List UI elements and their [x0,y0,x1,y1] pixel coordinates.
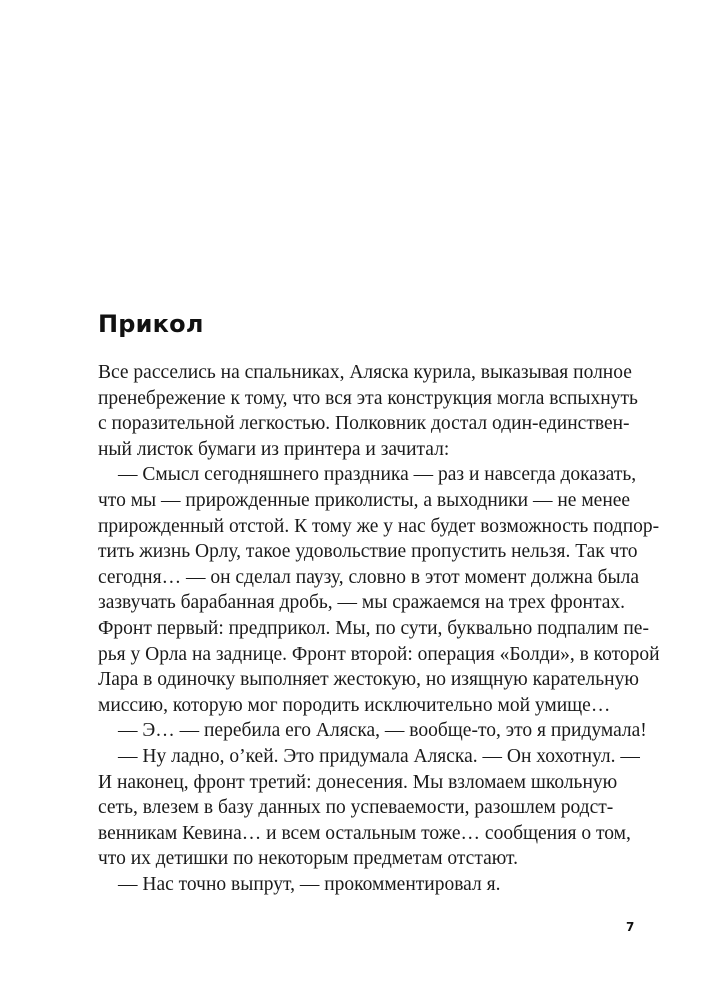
text-line: Лара в одиночку выполняет жестокую, но изящную карательную [98,669,639,691]
body-text [98,360,660,897]
text-line: венникам Кевина… и всем остальным тоже… сообщения о том, [98,822,631,844]
text-line: — Э… — перебила его Аляска, — вообще-то, это я придумала! [118,720,647,742]
text-line: сегодня… — он сделал паузу, словно в этот момент должна была [98,566,640,588]
text-line: Все расселись на спальниках, Аляска курила, выказывая полное [98,362,632,383]
text-line: И наконец, фронт третий: донесения. Мы взломаем школьную [98,771,618,793]
text-line: рья у Орла на заднице. Фронт второй: операция «Болди», в которой [98,643,660,665]
text-line: — Ну ладно, о’кей. Это придумала Аляска. — Он хохотнул. — [118,745,640,767]
text-line: ный листок бумаги из принтера и зачитал: [98,438,450,460]
page-number: 7 [626,920,635,934]
text-line: прирожденный отстой. К тому же у нас будет возможность подпор- [98,515,660,537]
text-line: зазвучать барабанная дробь, — мы сражаемся на трех фронтах. [98,592,625,614]
text-line: что их детишки по некоторым предметам отстают. [98,848,518,870]
text-line: — Смысл сегодняшнего праздника — раз и навсегда доказать, [118,464,637,486]
text-line: тить жизнь Орлу, такое удовольствие пропустить нельзя. Так что [98,541,638,563]
text-line: пренебрежение к тому, что вся эта конструкция могла вспыхнуть [98,387,638,409]
text-line: миссию, которую мог породить исключительно мой умище… [98,694,611,716]
chapter-heading: Прикол [98,310,204,338]
text-line: — Нас точно выпрут, — прокомментировал я. [118,873,501,895]
text-line: Фронт первый: предприкол. Мы, по сути, буквально подпалим пе- [98,617,649,639]
text-line: что мы — прирожденные приколисты, а выходники — не менее [98,489,631,511]
text-line: с поразительной легкостью. Полковник достал один-единствен- [98,413,630,435]
text-line: сеть, влезем в базу данных по успеваемости, разошлем родст- [98,797,614,819]
